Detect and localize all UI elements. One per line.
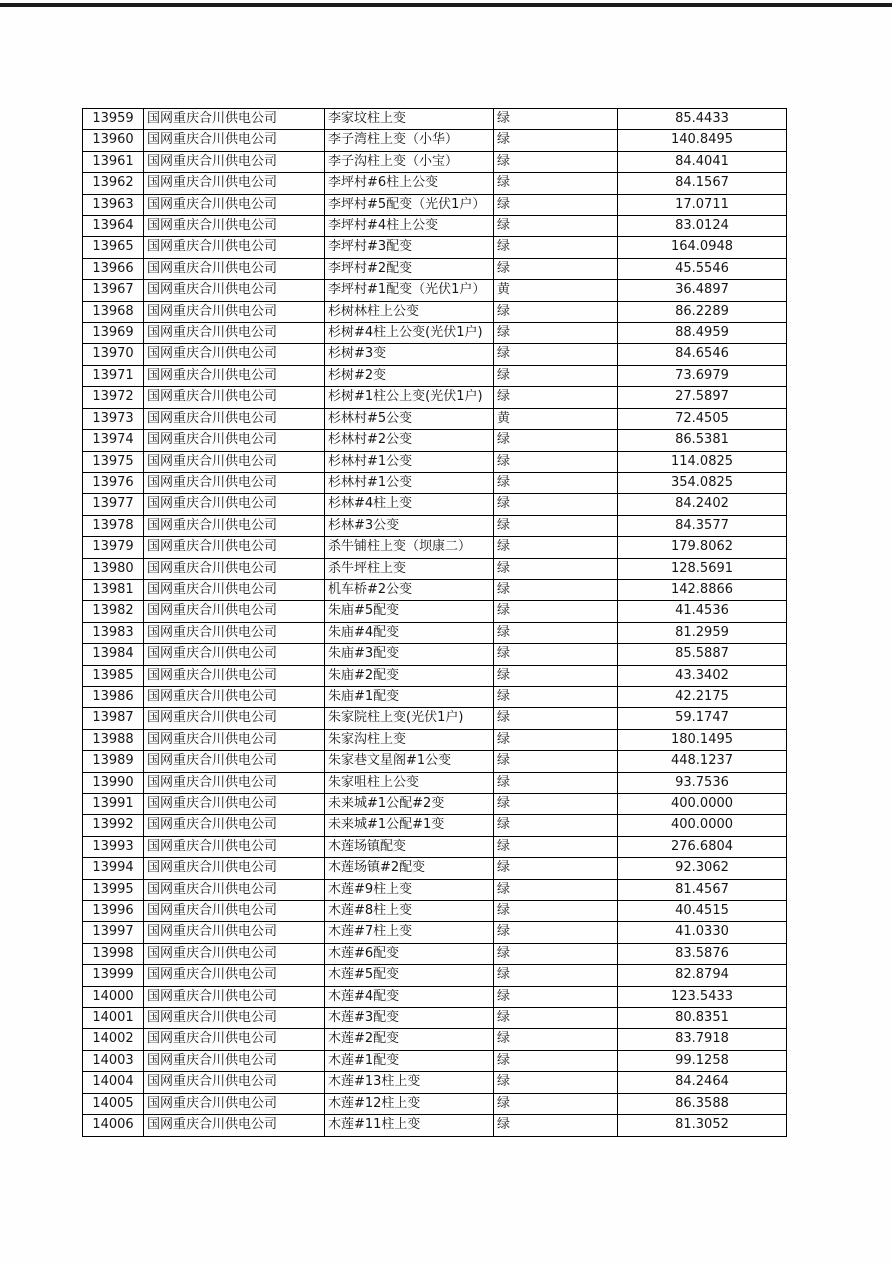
table-row <box>83 965 787 986</box>
cell-company: 国网重庆合川供电公司 <box>144 1050 325 1071</box>
cell-transformer_name: 李坪村#5配变（光伏1户） <box>325 194 494 215</box>
table-row <box>83 173 787 194</box>
cell-company: 国网重庆合川供电公司 <box>144 729 325 750</box>
cell-company: 国网重庆合川供电公司 <box>144 836 325 857</box>
cell-value: 93.7536 <box>618 772 787 793</box>
cell-serial: 13977 <box>83 494 144 515</box>
cell-serial: 13967 <box>83 280 144 301</box>
cell-company: 国网重庆合川供电公司 <box>144 387 325 408</box>
cell-transformer_name: 木莲场镇#2配变 <box>325 858 494 879</box>
cell-value: 84.2464 <box>618 1072 787 1093</box>
cell-status: 绿 <box>494 109 618 130</box>
cell-serial: 13984 <box>83 644 144 665</box>
cell-status: 绿 <box>494 258 618 279</box>
cell-company: 国网重庆合川供电公司 <box>144 644 325 665</box>
cell-value: 140.8495 <box>618 130 787 151</box>
table-row <box>83 1050 787 1071</box>
cell-value: 85.5887 <box>618 644 787 665</box>
cell-company: 国网重庆合川供电公司 <box>144 579 325 600</box>
cell-company: 国网重庆合川供电公司 <box>144 686 325 707</box>
cell-serial: 13959 <box>83 109 144 130</box>
cell-value: 84.1567 <box>618 173 787 194</box>
table-row <box>83 922 787 943</box>
cell-status: 绿 <box>494 772 618 793</box>
cell-transformer_name: 木莲#12柱上变 <box>325 1093 494 1114</box>
table-row <box>83 216 787 237</box>
cell-serial: 13981 <box>83 579 144 600</box>
cell-transformer_name: 木莲#3配变 <box>325 1008 494 1029</box>
table-row <box>83 601 787 622</box>
cell-company: 国网重庆合川供电公司 <box>144 1093 325 1114</box>
cell-transformer_name: 未来城#1公配#1变 <box>325 815 494 836</box>
table-row <box>83 258 787 279</box>
cell-transformer_name: 未来城#1公配#2变 <box>325 794 494 815</box>
cell-value: 81.4567 <box>618 879 787 900</box>
cell-transformer_name: 机车桥#2公变 <box>325 579 494 600</box>
cell-serial: 13961 <box>83 151 144 172</box>
cell-value: 41.0330 <box>618 922 787 943</box>
cell-status: 绿 <box>494 601 618 622</box>
cell-value: 81.2959 <box>618 622 787 643</box>
cell-status: 绿 <box>494 301 618 322</box>
cell-status: 绿 <box>494 644 618 665</box>
table-row <box>83 280 787 301</box>
cell-status: 绿 <box>494 751 618 772</box>
table-row <box>83 1008 787 1029</box>
cell-company: 国网重庆合川供电公司 <box>144 280 325 301</box>
cell-serial: 14002 <box>83 1029 144 1050</box>
cell-status: 绿 <box>494 579 618 600</box>
table-row <box>83 472 787 493</box>
table-row <box>83 815 787 836</box>
cell-value: 142.8866 <box>618 579 787 600</box>
cell-company: 国网重庆合川供电公司 <box>144 537 325 558</box>
cell-value: 92.3062 <box>618 858 787 879</box>
cell-company: 国网重庆合川供电公司 <box>144 365 325 386</box>
cell-transformer_name: 朱庙#1配变 <box>325 686 494 707</box>
cell-status: 绿 <box>494 387 618 408</box>
cell-transformer_name: 李坪村#6柱上公变 <box>325 173 494 194</box>
cell-serial: 14005 <box>83 1093 144 1114</box>
cell-serial: 13990 <box>83 772 144 793</box>
cell-transformer_name: 李子湾柱上变（小华） <box>325 130 494 151</box>
cell-status: 绿 <box>494 365 618 386</box>
cell-status: 绿 <box>494 943 618 964</box>
cell-transformer_name: 杉林村#1公变 <box>325 472 494 493</box>
cell-value: 99.1258 <box>618 1050 787 1071</box>
cell-company: 国网重庆合川供电公司 <box>144 472 325 493</box>
cell-status: 绿 <box>494 537 618 558</box>
cell-status: 绿 <box>494 708 618 729</box>
cell-value: 448.1237 <box>618 751 787 772</box>
cell-serial: 13976 <box>83 472 144 493</box>
cell-company: 国网重庆合川供电公司 <box>144 879 325 900</box>
cell-company: 国网重庆合川供电公司 <box>144 430 325 451</box>
cell-value: 27.5897 <box>618 387 787 408</box>
cell-transformer_name: 木莲#5配变 <box>325 965 494 986</box>
cell-serial: 13978 <box>83 515 144 536</box>
cell-status: 绿 <box>494 194 618 215</box>
cell-transformer_name: 杉树#4柱上公变(光伏1户) <box>325 323 494 344</box>
table-row <box>83 194 787 215</box>
table-row <box>83 901 787 922</box>
cell-value: 83.0124 <box>618 216 787 237</box>
cell-status: 绿 <box>494 216 618 237</box>
cell-status: 绿 <box>494 151 618 172</box>
cell-status: 绿 <box>494 836 618 857</box>
cell-value: 83.5876 <box>618 943 787 964</box>
table-row <box>83 1093 787 1114</box>
table-body <box>83 109 787 1137</box>
table-row <box>83 344 787 365</box>
cell-transformer_name: 杉林#3公变 <box>325 515 494 536</box>
table-row <box>83 537 787 558</box>
cell-value: 276.6804 <box>618 836 787 857</box>
table-row <box>83 794 787 815</box>
cell-company: 国网重庆合川供电公司 <box>144 301 325 322</box>
cell-transformer_name: 杉树#2变 <box>325 365 494 386</box>
cell-company: 国网重庆合川供电公司 <box>144 794 325 815</box>
cell-serial: 13995 <box>83 879 144 900</box>
cell-status: 黄 <box>494 408 618 429</box>
cell-transformer_name: 木莲#8柱上变 <box>325 901 494 922</box>
cell-company: 国网重庆合川供电公司 <box>144 151 325 172</box>
cell-transformer_name: 朱家院柱上变(光伏1户) <box>325 708 494 729</box>
cell-value: 88.4959 <box>618 323 787 344</box>
table-row <box>83 1072 787 1093</box>
cell-transformer_name: 木莲#7柱上变 <box>325 922 494 943</box>
cell-serial: 13996 <box>83 901 144 922</box>
cell-value: 84.3577 <box>618 515 787 536</box>
cell-company: 国网重庆合川供电公司 <box>144 622 325 643</box>
table-row <box>83 365 787 386</box>
cell-value: 180.1495 <box>618 729 787 750</box>
table-row <box>83 665 787 686</box>
cell-value: 86.5381 <box>618 430 787 451</box>
cell-status: 绿 <box>494 494 618 515</box>
cell-serial: 13962 <box>83 173 144 194</box>
cell-company: 国网重庆合川供电公司 <box>144 1072 325 1093</box>
cell-value: 43.3402 <box>618 665 787 686</box>
table-row <box>83 686 787 707</box>
table-row <box>83 729 787 750</box>
cell-value: 41.4536 <box>618 601 787 622</box>
cell-serial: 13964 <box>83 216 144 237</box>
cell-value: 81.3052 <box>618 1115 787 1136</box>
cell-status: 绿 <box>494 323 618 344</box>
cell-value: 40.4515 <box>618 901 787 922</box>
cell-value: 179.8062 <box>618 537 787 558</box>
cell-company: 国网重庆合川供电公司 <box>144 194 325 215</box>
table-row <box>83 772 787 793</box>
table-row <box>83 986 787 1007</box>
cell-status: 绿 <box>494 622 618 643</box>
cell-transformer_name: 李坪村#2配变 <box>325 258 494 279</box>
cell-value: 82.8794 <box>618 965 787 986</box>
table-row <box>83 858 787 879</box>
cell-transformer_name: 木莲#4配变 <box>325 986 494 1007</box>
cell-status: 绿 <box>494 965 618 986</box>
cell-transformer_name: 杉树#1柱公上变(光伏1户) <box>325 387 494 408</box>
cell-value: 45.5546 <box>618 258 787 279</box>
cell-serial: 14001 <box>83 1008 144 1029</box>
cell-transformer_name: 木莲#11柱上变 <box>325 1115 494 1136</box>
cell-company: 国网重庆合川供电公司 <box>144 922 325 943</box>
table-row <box>83 579 787 600</box>
cell-company: 国网重庆合川供电公司 <box>144 601 325 622</box>
cell-value: 84.2402 <box>618 494 787 515</box>
cell-status: 绿 <box>494 1115 618 1136</box>
cell-transformer_name: 朱家巷文星阁#1公变 <box>325 751 494 772</box>
cell-serial: 13991 <box>83 794 144 815</box>
cell-transformer_name: 朱庙#3配变 <box>325 644 494 665</box>
cell-company: 国网重庆合川供电公司 <box>144 858 325 879</box>
cell-company: 国网重庆合川供电公司 <box>144 323 325 344</box>
cell-company: 国网重庆合川供电公司 <box>144 815 325 836</box>
page-top-border-bar <box>0 3 892 7</box>
cell-transformer_name: 李坪村#4柱上公变 <box>325 216 494 237</box>
cell-transformer_name: 木莲#6配变 <box>325 943 494 964</box>
cell-status: 绿 <box>494 922 618 943</box>
cell-serial: 13986 <box>83 686 144 707</box>
cell-company: 国网重庆合川供电公司 <box>144 772 325 793</box>
cell-serial: 13971 <box>83 365 144 386</box>
cell-value: 36.4897 <box>618 280 787 301</box>
table-row <box>83 1029 787 1050</box>
cell-status: 绿 <box>494 558 618 579</box>
table-row <box>83 323 787 344</box>
cell-status: 绿 <box>494 1029 618 1050</box>
table-row <box>83 130 787 151</box>
cell-serial: 13960 <box>83 130 144 151</box>
cell-company: 国网重庆合川供电公司 <box>144 1029 325 1050</box>
cell-transformer_name: 杉林村#1公变 <box>325 451 494 472</box>
cell-serial: 13963 <box>83 194 144 215</box>
table-row <box>83 644 787 665</box>
cell-company: 国网重庆合川供电公司 <box>144 258 325 279</box>
cell-transformer_name: 杉树#3变 <box>325 344 494 365</box>
table-row <box>83 301 787 322</box>
cell-status: 黄 <box>494 280 618 301</box>
cell-serial: 13972 <box>83 387 144 408</box>
cell-transformer_name: 杉林#4柱上变 <box>325 494 494 515</box>
cell-value: 84.4041 <box>618 151 787 172</box>
cell-transformer_name: 杉林村#5公变 <box>325 408 494 429</box>
cell-company: 国网重庆合川供电公司 <box>144 109 325 130</box>
cell-status: 绿 <box>494 794 618 815</box>
cell-serial: 14004 <box>83 1072 144 1093</box>
cell-company: 国网重庆合川供电公司 <box>144 665 325 686</box>
cell-company: 国网重庆合川供电公司 <box>144 558 325 579</box>
cell-status: 绿 <box>494 686 618 707</box>
table-row <box>83 622 787 643</box>
cell-status: 绿 <box>494 237 618 258</box>
cell-company: 国网重庆合川供电公司 <box>144 901 325 922</box>
cell-status: 绿 <box>494 858 618 879</box>
cell-status: 绿 <box>494 815 618 836</box>
cell-transformer_name: 朱庙#5配变 <box>325 601 494 622</box>
table-row <box>83 451 787 472</box>
cell-transformer_name: 朱家沟柱上变 <box>325 729 494 750</box>
cell-company: 国网重庆合川供电公司 <box>144 986 325 1007</box>
cell-status: 绿 <box>494 130 618 151</box>
cell-serial: 13974 <box>83 430 144 451</box>
cell-value: 123.5433 <box>618 986 787 1007</box>
cell-transformer_name: 杀牛铺柱上变（坝康二） <box>325 537 494 558</box>
cell-value: 84.6546 <box>618 344 787 365</box>
cell-status: 绿 <box>494 986 618 1007</box>
cell-serial: 13970 <box>83 344 144 365</box>
cell-serial: 13973 <box>83 408 144 429</box>
cell-value: 114.0825 <box>618 451 787 472</box>
cell-value: 86.2289 <box>618 301 787 322</box>
cell-transformer_name: 木莲场镇配变 <box>325 836 494 857</box>
cell-serial: 13992 <box>83 815 144 836</box>
cell-value: 73.6979 <box>618 365 787 386</box>
table-row <box>83 237 787 258</box>
cell-status: 绿 <box>494 879 618 900</box>
cell-status: 绿 <box>494 430 618 451</box>
cell-value: 400.0000 <box>618 794 787 815</box>
cell-transformer_name: 朱家咀柱上公变 <box>325 772 494 793</box>
table-row <box>83 408 787 429</box>
cell-status: 绿 <box>494 344 618 365</box>
cell-transformer_name: 木莲#13柱上变 <box>325 1072 494 1093</box>
cell-serial: 13968 <box>83 301 144 322</box>
cell-transformer_name: 木莲#9柱上变 <box>325 879 494 900</box>
cell-transformer_name: 木莲#1配变 <box>325 1050 494 1071</box>
table-row <box>83 836 787 857</box>
cell-value: 86.3588 <box>618 1093 787 1114</box>
table-row <box>83 109 787 130</box>
cell-company: 国网重庆合川供电公司 <box>144 1115 325 1136</box>
cell-serial: 14003 <box>83 1050 144 1071</box>
cell-company: 国网重庆合川供电公司 <box>144 751 325 772</box>
table-row <box>83 708 787 729</box>
table-row <box>83 151 787 172</box>
cell-status: 绿 <box>494 729 618 750</box>
transformer-load-table <box>82 108 787 1137</box>
cell-transformer_name: 朱庙#2配变 <box>325 665 494 686</box>
cell-value: 83.7918 <box>618 1029 787 1050</box>
cell-status: 绿 <box>494 665 618 686</box>
table-row <box>83 387 787 408</box>
cell-serial: 13980 <box>83 558 144 579</box>
cell-status: 绿 <box>494 1093 618 1114</box>
table-row <box>83 1115 787 1136</box>
cell-transformer_name: 杀牛坪柱上变 <box>325 558 494 579</box>
cell-company: 国网重庆合川供电公司 <box>144 943 325 964</box>
cell-company: 国网重庆合川供电公司 <box>144 408 325 429</box>
cell-serial: 13999 <box>83 965 144 986</box>
cell-value: 400.0000 <box>618 815 787 836</box>
cell-serial: 13985 <box>83 665 144 686</box>
cell-transformer_name: 木莲#2配变 <box>325 1029 494 1050</box>
cell-company: 国网重庆合川供电公司 <box>144 965 325 986</box>
table-row <box>83 494 787 515</box>
cell-status: 绿 <box>494 1072 618 1093</box>
cell-company: 国网重庆合川供电公司 <box>144 494 325 515</box>
cell-company: 国网重庆合川供电公司 <box>144 173 325 194</box>
cell-value: 72.4505 <box>618 408 787 429</box>
cell-transformer_name: 朱庙#4配变 <box>325 622 494 643</box>
cell-status: 绿 <box>494 173 618 194</box>
table-row <box>83 943 787 964</box>
table-row <box>83 430 787 451</box>
cell-transformer_name: 杉树林柱上公变 <box>325 301 494 322</box>
cell-status: 绿 <box>494 1050 618 1071</box>
cell-status: 绿 <box>494 901 618 922</box>
table-row <box>83 558 787 579</box>
cell-transformer_name: 李子沟柱上变（小宝） <box>325 151 494 172</box>
cell-serial: 13965 <box>83 237 144 258</box>
cell-company: 国网重庆合川供电公司 <box>144 708 325 729</box>
cell-value: 80.8351 <box>618 1008 787 1029</box>
table-row <box>83 751 787 772</box>
cell-company: 国网重庆合川供电公司 <box>144 237 325 258</box>
cell-serial: 13988 <box>83 729 144 750</box>
cell-value: 85.4433 <box>618 109 787 130</box>
cell-serial: 13982 <box>83 601 144 622</box>
cell-status: 绿 <box>494 1008 618 1029</box>
cell-serial: 13969 <box>83 323 144 344</box>
cell-serial: 13994 <box>83 858 144 879</box>
cell-status: 绿 <box>494 472 618 493</box>
cell-serial: 13975 <box>83 451 144 472</box>
cell-transformer_name: 李坪村#3配变 <box>325 237 494 258</box>
cell-value: 42.2175 <box>618 686 787 707</box>
table-row <box>83 515 787 536</box>
cell-value: 17.0711 <box>618 194 787 215</box>
cell-value: 59.1747 <box>618 708 787 729</box>
cell-status: 绿 <box>494 451 618 472</box>
cell-transformer_name: 李家坟柱上变 <box>325 109 494 130</box>
cell-serial: 13993 <box>83 836 144 857</box>
table-row <box>83 879 787 900</box>
cell-value: 354.0825 <box>618 472 787 493</box>
cell-serial: 13987 <box>83 708 144 729</box>
cell-company: 国网重庆合川供电公司 <box>144 344 325 365</box>
cell-serial: 13979 <box>83 537 144 558</box>
cell-status: 绿 <box>494 515 618 536</box>
cell-value: 128.5691 <box>618 558 787 579</box>
cell-serial: 14006 <box>83 1115 144 1136</box>
cell-company: 国网重庆合川供电公司 <box>144 1008 325 1029</box>
cell-company: 国网重庆合川供电公司 <box>144 451 325 472</box>
cell-serial: 13983 <box>83 622 144 643</box>
cell-company: 国网重庆合川供电公司 <box>144 216 325 237</box>
cell-serial: 13966 <box>83 258 144 279</box>
cell-company: 国网重庆合川供电公司 <box>144 515 325 536</box>
cell-serial: 13998 <box>83 943 144 964</box>
cell-transformer_name: 杉林村#2公变 <box>325 430 494 451</box>
cell-serial: 13989 <box>83 751 144 772</box>
cell-value: 164.0948 <box>618 237 787 258</box>
cell-transformer_name: 李坪村#1配变（光伏1户） <box>325 280 494 301</box>
cell-serial: 13997 <box>83 922 144 943</box>
cell-company: 国网重庆合川供电公司 <box>144 130 325 151</box>
cell-serial: 14000 <box>83 986 144 1007</box>
